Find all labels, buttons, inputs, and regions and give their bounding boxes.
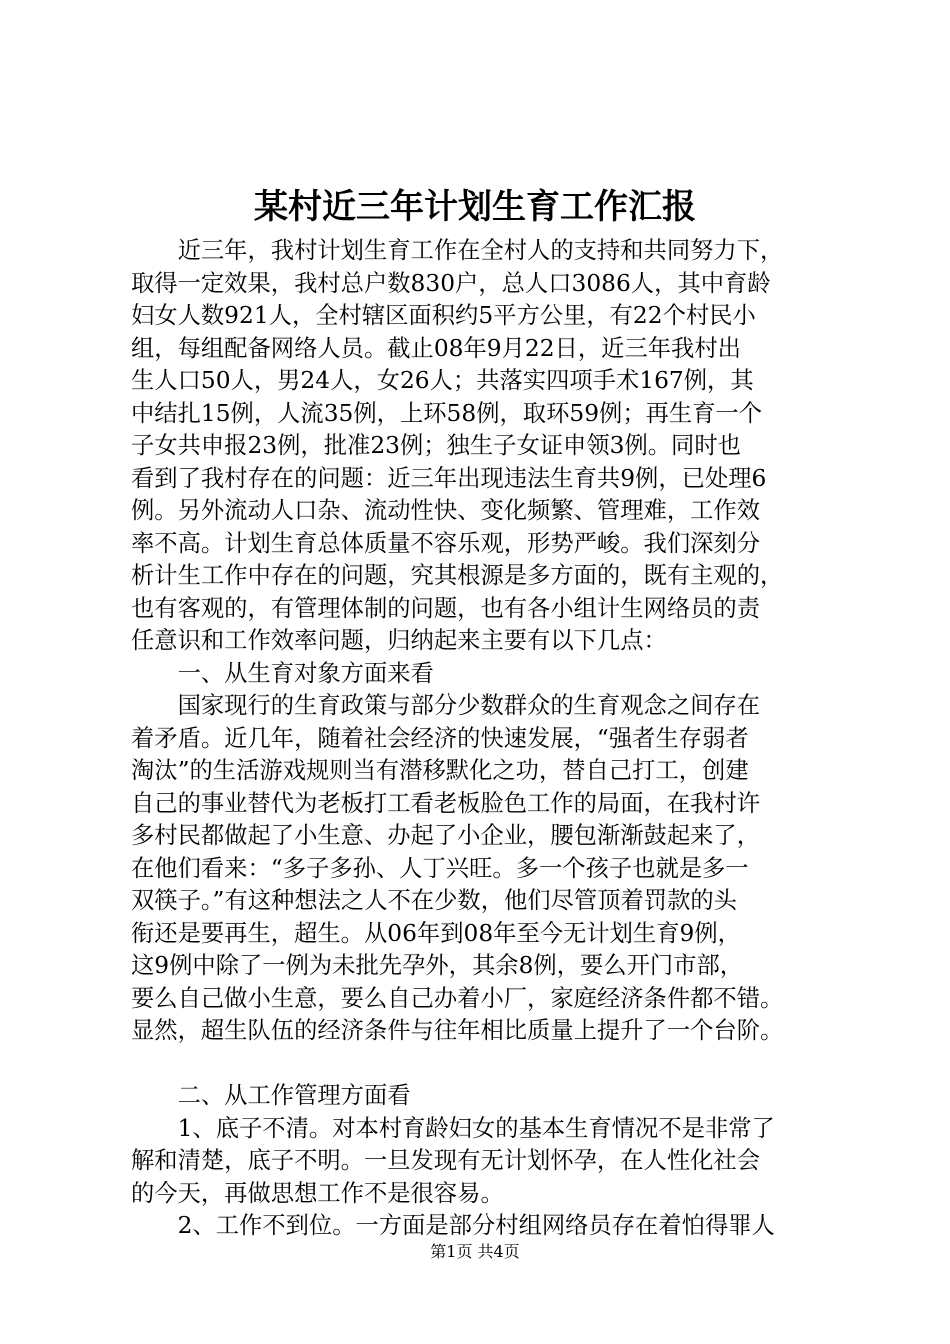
- document-title: 某村近三年计划生育工作汇报: [254, 187, 696, 227]
- body-line: 2、工作不到位。一方面是部分村组网络员存在着怕得罪人: [131, 1212, 775, 1239]
- body-line: 淘汰”的生活游戏规则当有潜移默化之功，替自己打工，创建: [131, 757, 749, 784]
- body-line: 近三年，我村计划生育工作在全村人的支持和共同努力下，: [131, 237, 784, 264]
- body-line: 在他们看来：“多子多孙、人丁兴旺。多一个孩子也就是多一: [131, 854, 749, 882]
- body-line: 1、底子不清。对本村育龄妇女的基本生育情况不是非常了: [131, 1114, 775, 1142]
- body-line: 一、从生育对象方面来看: [131, 659, 434, 687]
- body-line: 国家现行的生育政策与部分少数群众的生育观念之间存在: [131, 692, 761, 719]
- body-line: 例。另外流动人口杂、流动性快、变化频繁、管理难，工作效: [131, 497, 761, 524]
- body-line: 衔还是要再生，超生。从06年到08年至今无计划生育9例，: [131, 919, 741, 947]
- body-line: 这9例中除了一例为未批先孕外，其余8例，要么开门市部，: [131, 952, 744, 979]
- page-footer: 第1页 共4页: [430, 1242, 520, 1261]
- body-line: 着矛盾。近几年，随着社会经济的快速发展，“强者生存弱者: [131, 724, 749, 752]
- body-line: 率不高。计划生育总体质量不容乐观，形势严峻。我们深刻分: [131, 529, 761, 557]
- body-line: 取得一定效果，我村总户数830户，总人口3086人，其中育龄: [131, 269, 771, 297]
- body-line: 任意识和工作效率问题，归纳起来主要有以下几点：: [131, 627, 667, 654]
- body-line: 析计生工作中存在的问题，究其根源是多方面的，既有主观的，: [131, 562, 784, 589]
- body-line: 生人口50人，男24人，女26人；共落实四项手术167例，其: [131, 367, 754, 394]
- body-line: 的今天，再做思想工作不是很容易。: [131, 1179, 504, 1207]
- body-line: 解和清楚，底子不明。一旦发现有无计划怀孕，在人性化社会: [131, 1147, 761, 1174]
- body-line: 子女共申报23例，批准23例；独生子女证申领3例。同时也: [131, 432, 741, 459]
- body-line: 多村民都做起了小生意、办起了小企业，腰包渐渐鼓起来了，: [131, 822, 761, 849]
- body-line: 要么自己做小生意，要么自己办着小厂，家庭经济条件都不错。: [131, 984, 784, 1012]
- body-line: 看到了我村存在的问题：近三年出现违法生育共9例，已处理6: [131, 464, 767, 492]
- body-line: 自己的事业替代为老板打工看老板脸色工作的局面，在我村许: [131, 789, 761, 817]
- body-line: 妇女人数921人，全村辖区面积约5平方公里，有22个村民小: [131, 302, 756, 329]
- body-line: 中结扎15例，人流35例，上环58例，取环59例；再生育一个: [131, 399, 763, 427]
- body-line: 双筷子。”有这种想法之人不在少数，他们尽管顶着罚款的头: [131, 887, 737, 914]
- document-body: [131, 235, 831, 1243]
- body-line: 组，每组配备网络人员。截止08年9月22日，近三年我村出: [131, 334, 741, 362]
- body-line: 也有客观的，有管理体制的问题，也有各小组计生网络员的责: [131, 594, 761, 622]
- body-line: 二、从工作管理方面看: [131, 1082, 411, 1109]
- body-line: 显然，超生队伍的经济条件与往年相比质量上提升了一个台阶。: [131, 1017, 784, 1044]
- blank-line: [131, 1048, 831, 1081]
